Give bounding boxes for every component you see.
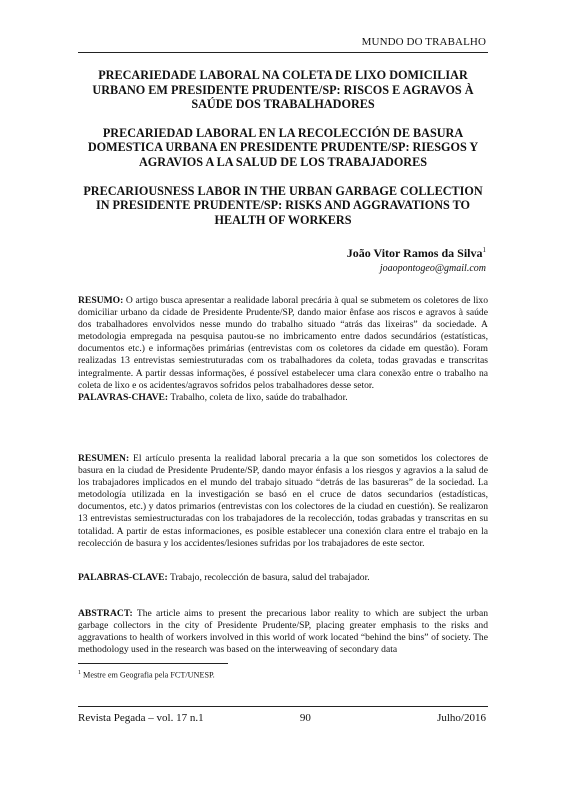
author-footnote-mark: 1	[482, 246, 486, 254]
abstract-text: The article aims to present the precarious labor reality to which are subject the urban garbage collectors in the city of Presidente Prudente/SP, placing greater emphasis to the risks and aggravations to health of workers involved in this world of work located “behind the bins” of society. The methodology used in the research was based on the interweaving of secondary data	[78, 608, 488, 656]
palabras-clave-text: Trabajo, recolección de basura, salud del trabajador.	[167, 572, 370, 583]
resumen-label: RESUMEN:	[78, 453, 130, 464]
title-block	[78, 68, 488, 241]
footnote-mark: 1	[78, 670, 81, 676]
resumo-text: O artigo busca apresentar a realidade laboral precária à qual se submetem os coletores de lixo domiciliar urbano da cidade de Presidente Prudente/SP, dando maior ênfase aos riscos e agravos à saúde dos trabalhadores envolvidos nesse mundo do trabalho situado “atrás das lixeiras” da sociedade. A metodologia empregada na pesquisa pautou-se no imbricamento entre dados secundários (estatísticas, documentos etc.) e informações primárias (entrevistas com os coletores da cidade em questão). Foram realizadas 13 entrevistas semiestruturadas com os trabalhadores da coleta, todas gravadas e transcritas integralmente. A partir dessas informações, é possível estabelecer uma clara conexão entre o trabalho na coleta de lixo e os acidentes/agravos sofridos pelos trabalhadores desse setor.	[78, 295, 488, 391]
footer-date: Julho/2016	[437, 712, 486, 724]
title-portuguese: PRECARIEDADE LABORAL NA COLETA DE LIXO DOMICILIAR URBANO EM PRESIDENTE PRUDENTE/SP: RISCOS E AGRAVOS À SAÚDE DOS TRABALHADORES	[92, 68, 474, 112]
abstract-spanish	[78, 453, 488, 550]
abstract-label: ABSTRACT:	[78, 608, 133, 619]
abstract-portuguese	[78, 295, 488, 392]
title-spanish: PRECARIEDAD LABORAL EN LA RECOLECCIÓN DE BASURA DOMESTICA URBANA EN PRESIDENTE PRUDENTE/SP: RIESGOS Y AGRAVIOS A LA SALUD DE LOS TRABAJADORES	[87, 125, 479, 169]
author-name	[347, 246, 486, 261]
title-english: PRECARIOUSNESS LABOR IN THE URBAN GARBAGE COLLECTION IN PRESIDENTE PRUDENTE/SP: RISKS AND AGGRAVATIONS TO HEALTH OF WORKERS	[83, 183, 483, 227]
abstract-english	[78, 608, 488, 656]
author-name-text: João Vitor Ramos da Silva	[346, 246, 483, 260]
palabras-clave-label: PALABRAS-CLAVE:	[78, 572, 168, 583]
footer-rule	[78, 706, 488, 707]
keywords-spanish	[78, 572, 488, 584]
footnote-text: Mestre em Geografia pela FCT/UNESP.	[81, 670, 215, 680]
resumen-text: El artículo presenta la realidad laboral precaria a la que son sometidos los colectores de basura en la ciudad de Presidente Prudente/SP, dando mayor énfasis a los riesgos y agravios a la salud de los trabajadores implicados en el mundo del trabajo situado “detrás de las basureras” de la sociedad. La metodología utilizada en la investigación se basó en el cruce de datos secundarios (estadísticas, documentos, etc.) y datos primarios (entrevistas con los colectores de la ciudad en cuestión). Se realizaron 13 entrevistas semiestructuradas con los trabajadores de la recolección, todas grabadas y transcritas en su totalidad. A partir de estas informaciones, es posible establecer una conexión clara entre el trabajo en la recolección de basura y los accidentes/lesiones sufridas por los trabajadores de este sector.	[78, 453, 488, 549]
page-footer	[78, 712, 486, 724]
footer-page-number: 90	[299, 712, 311, 724]
footnote-rule	[78, 663, 228, 664]
footer-journal: Revista Pegada – vol. 17 n.1	[78, 712, 204, 724]
running-head: MUNDO DO TRABALHO	[361, 36, 486, 48]
keywords-portuguese	[78, 392, 488, 404]
footnote	[78, 670, 215, 680]
resumo-label: RESUMO:	[78, 295, 124, 306]
author-email: joaopontogeo@gmail.com	[379, 263, 486, 274]
palavras-chave-label: PALAVRAS-CHAVE:	[78, 392, 169, 403]
palavras-chave-text: Trabalho, coleta de lixo, saúde do trabalhador.	[168, 392, 348, 403]
header-rule	[78, 52, 488, 53]
